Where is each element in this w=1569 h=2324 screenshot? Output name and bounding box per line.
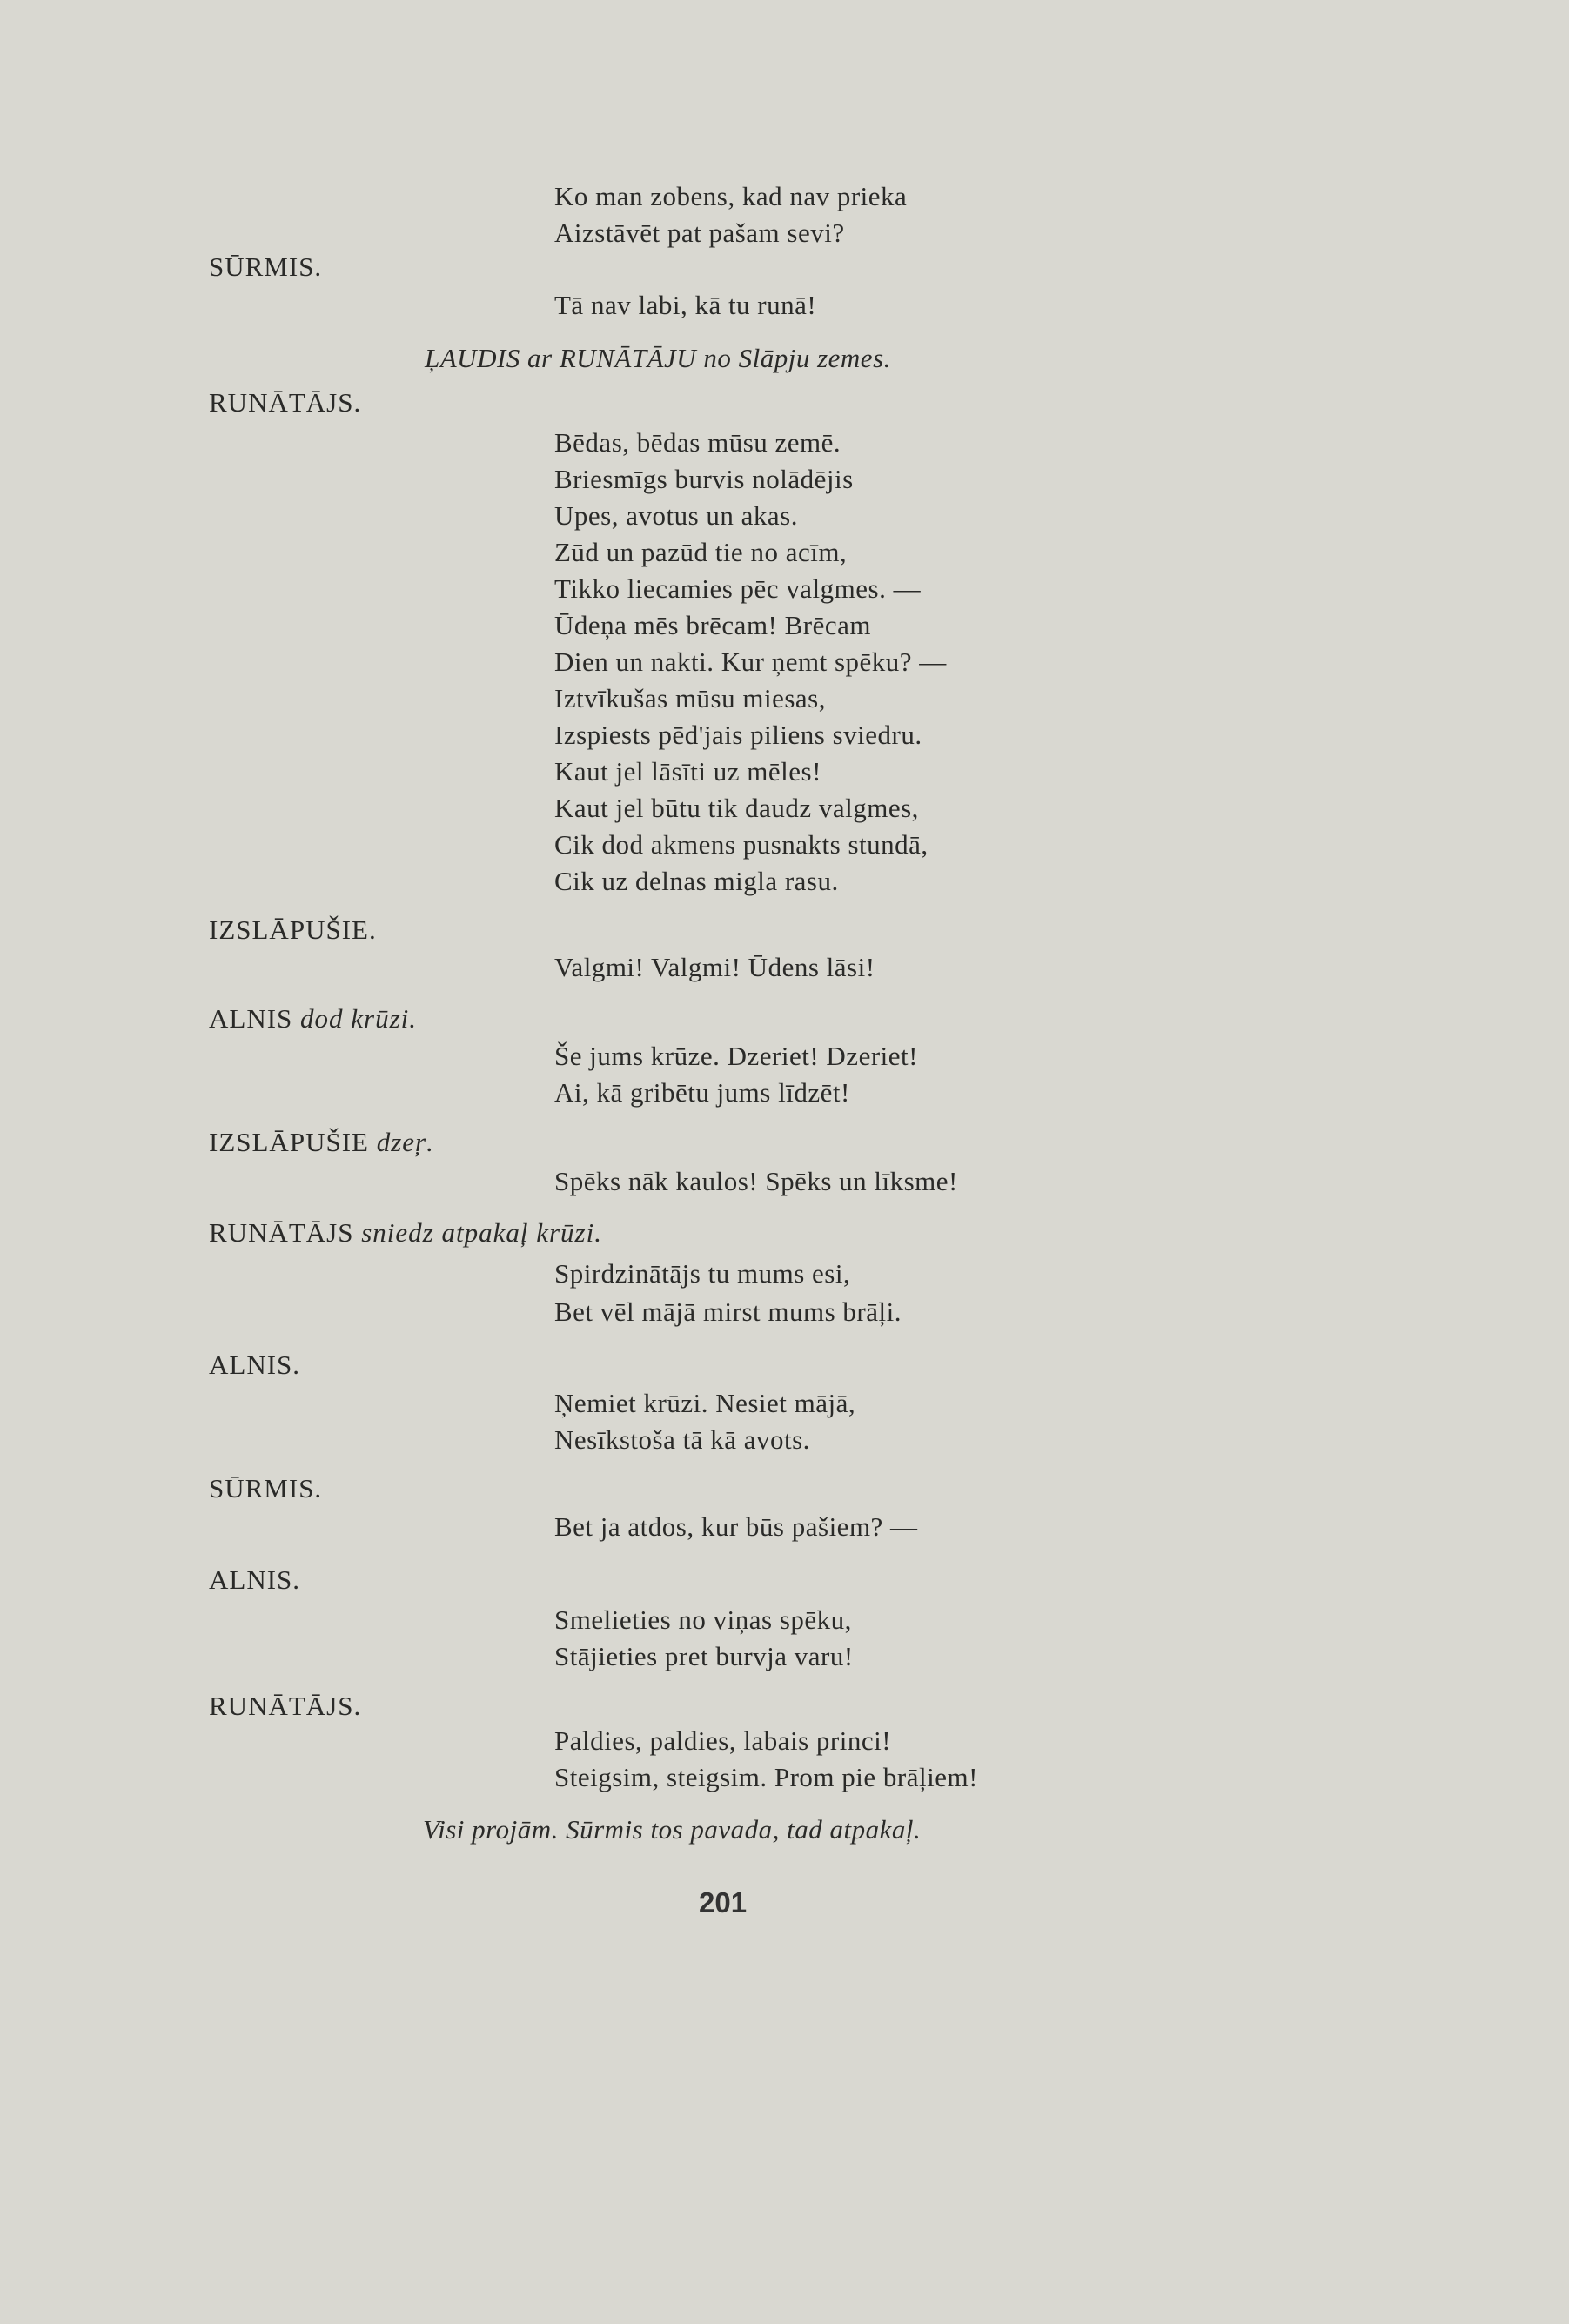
- stage-direction-name: RUNĀTĀJU: [559, 343, 697, 373]
- stage-direction-enter: [425, 340, 891, 377]
- speaker-alnis: [209, 1001, 417, 1037]
- page-number: 201: [699, 1886, 748, 1919]
- speaker-surmis: SŪRMIS.: [209, 1473, 323, 1504]
- speaker-surmis: SŪRMIS.: [209, 251, 323, 282]
- speaker-direction: sniedz atpakaļ krūzi.: [361, 1217, 602, 1248]
- stage-direction-text: ar: [527, 343, 553, 373]
- verse-line: Izspiests pēd'jais piliens sviedru.: [554, 720, 922, 750]
- speaker-name: IZSLĀPUŠIE: [209, 1127, 369, 1157]
- verse-line: Spēks nāk kaulos! Spēks un līksme!: [554, 1166, 958, 1196]
- speaker-izslapusie: IZSLĀPUŠIE.: [209, 914, 377, 945]
- verse-line: Smelieties no viņas spēku,: [554, 1604, 852, 1635]
- verse-line: Zūd un pazūd tie no acīm,: [554, 537, 848, 567]
- verse-line: Bet vēl mājā mirst mums brāļi.: [554, 1296, 902, 1327]
- verse-line: Stājieties pret burvja varu!: [554, 1641, 854, 1671]
- stage-direction-exit: Visi projām. Sūrmis tos pavada, tad atpakaļ.: [423, 1814, 922, 1845]
- verse-line: Upes, avotus un akas.: [554, 500, 798, 531]
- verse-line: Tā nav labi, kā tu runā!: [554, 290, 817, 320]
- speaker-name: RUNĀTĀJS: [209, 1217, 354, 1248]
- verse-line: Kaut jel lāsīti uz mēles!: [554, 756, 821, 787]
- speaker-alnis: ALNIS.: [209, 1350, 301, 1380]
- verse-line: Nesīkstoša tā kā avots.: [554, 1424, 810, 1455]
- speaker-izslapusie: [209, 1124, 434, 1161]
- verse-line: Ņemiet krūzi. Nesiet mājā,: [554, 1388, 856, 1418]
- verse-line: Kaut jel būtu tik daudz valgmes,: [554, 793, 919, 823]
- speaker-runatajs: RUNĀTĀJS.: [209, 1691, 362, 1721]
- verse-line: Tikko liecamies pēc valgmes. —: [554, 573, 922, 604]
- verse-line: Spirdzinātājs tu mums esi,: [554, 1258, 851, 1289]
- verse-line: Paldies, paldies, labais princi!: [554, 1725, 892, 1756]
- verse-line: Ai, kā gribētu jums līdzēt!: [554, 1077, 850, 1108]
- stage-direction-text: no Slāpju zemes.: [703, 343, 891, 373]
- verse-line: Iztvīkušas mūsu miesas,: [554, 683, 826, 713]
- verse-line: Dien un nakti. Kur ņemt spēku? —: [554, 646, 947, 677]
- verse-line: Cik uz delnas migla rasu.: [554, 866, 839, 896]
- speaker-direction: dzeŗ.: [376, 1127, 434, 1157]
- verse-line: Še jums krūze. Dzeriet! Dzeriet!: [554, 1041, 918, 1071]
- speaker-runatajs: [209, 1215, 602, 1251]
- verse-line: Ūdeņa mēs brēcam! Brēcam: [554, 610, 872, 640]
- verse-line: Bēdas, bēdas mūsu zemē.: [554, 427, 841, 458]
- speaker-runatajs: RUNĀTĀJS.: [209, 387, 362, 418]
- verse-line: Ko man zobens, kad nav prieka: [554, 181, 908, 211]
- stage-direction-name: ĻAUDIS: [425, 343, 520, 373]
- speaker-name: ALNIS: [209, 1003, 293, 1034]
- verse-line: Valgmi! Valgmi! Ūdens lāsi!: [554, 952, 875, 982]
- verse-line: Aizstāvēt pat pašam sevi?: [554, 218, 845, 248]
- verse-line: Cik dod akmens pusnakts stundā,: [554, 829, 929, 860]
- speaker-alnis: ALNIS.: [209, 1564, 301, 1595]
- speaker-direction: dod krūzi.: [300, 1003, 418, 1034]
- verse-line: Bet ja atdos, kur būs pašiem? —: [554, 1511, 918, 1542]
- verse-line: Briesmīgs burvis nolādējis: [554, 464, 854, 494]
- verse-line: Steigsim, steigsim. Prom pie brāļiem!: [554, 1762, 978, 1792]
